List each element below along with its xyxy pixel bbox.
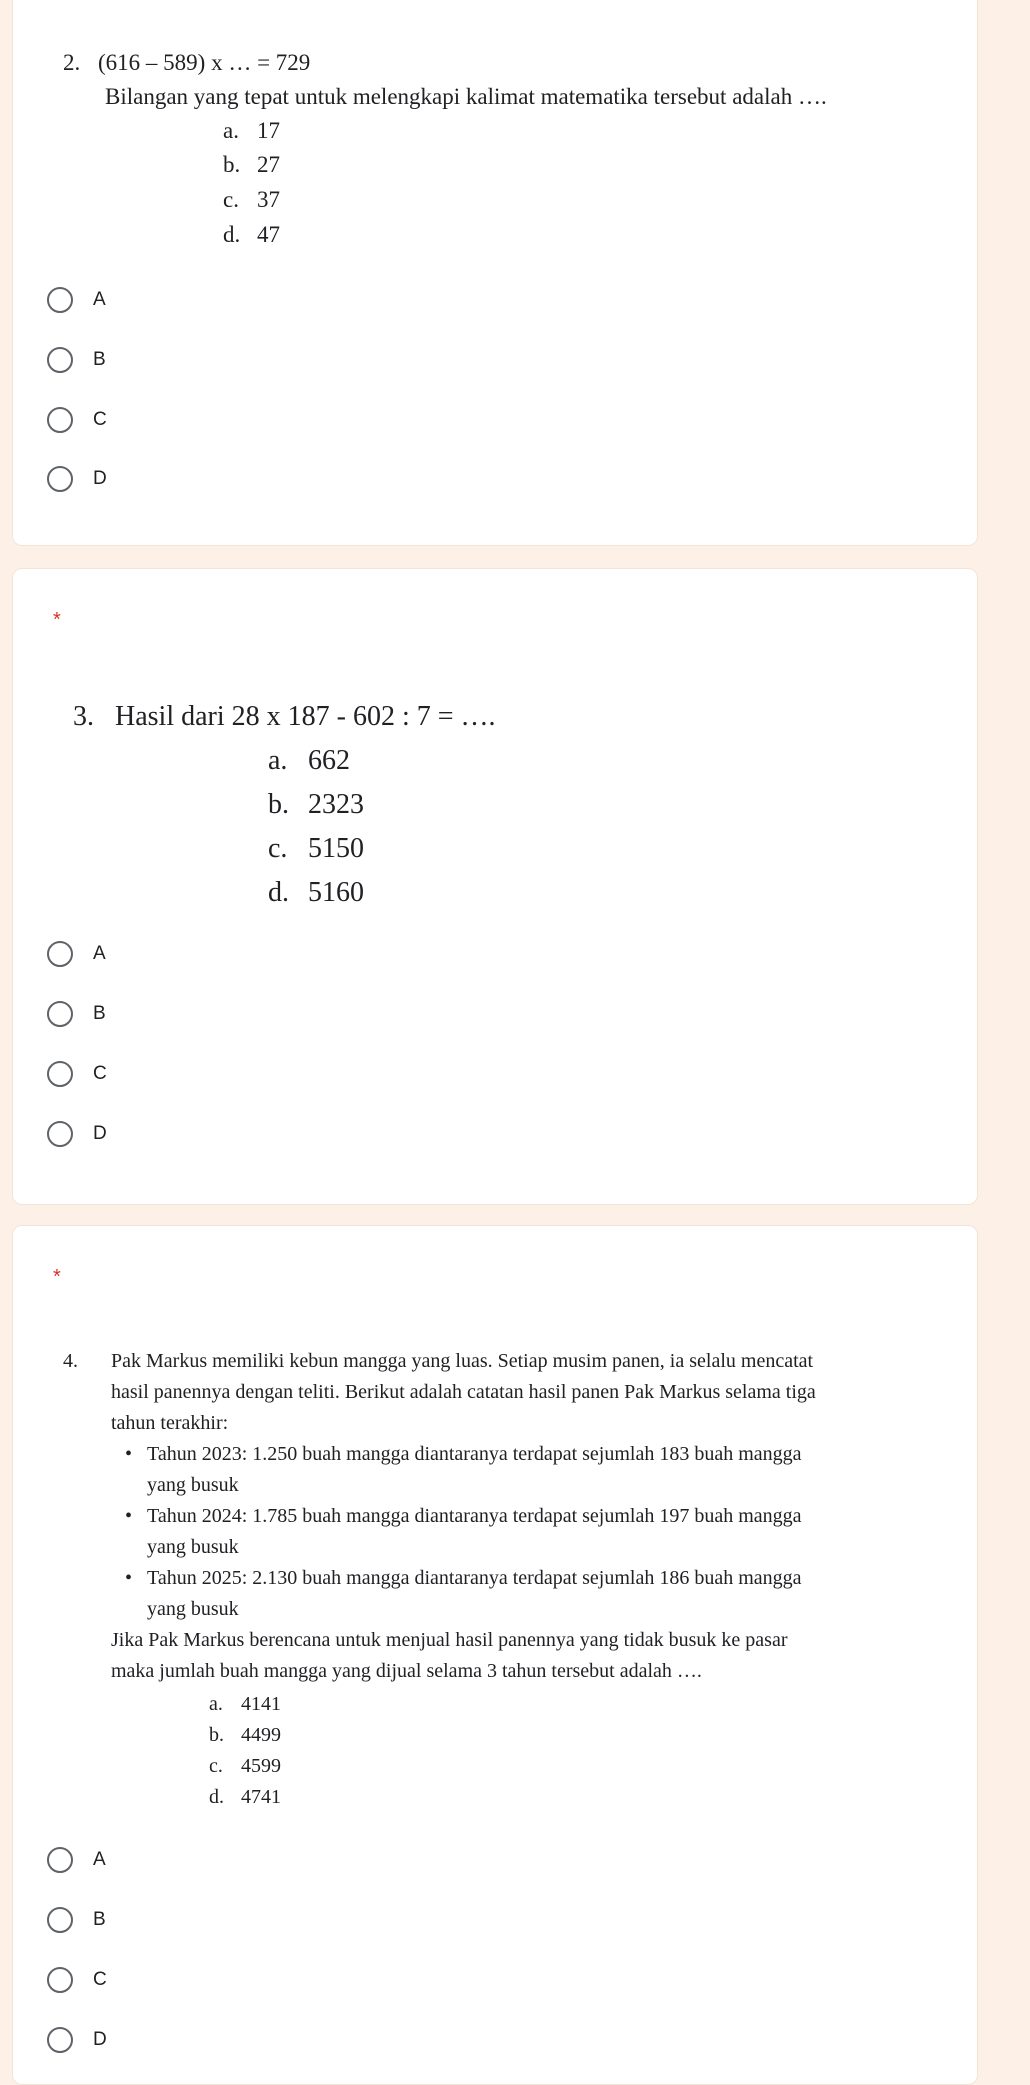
radio-button[interactable]: [47, 2027, 73, 2053]
question-3-option-d[interactable]: D: [47, 1116, 107, 1152]
question-2-choice-c: c. 37: [223, 187, 280, 212]
radio-button[interactable]: [47, 941, 73, 967]
question-3-choice-c: c. 5150: [268, 833, 364, 864]
question-2-equation: (616 – 589) x … = 729: [98, 50, 311, 75]
question-4-bullet-3-line-1: Tahun 2025: 2.130 buah mangga diantaranya terdapat sejumlah 186 buah mangga: [147, 1567, 802, 1589]
question-3-number: 3.: [73, 701, 94, 732]
question-2-choice-d: d. 47: [223, 222, 280, 247]
question-4-bullet-1-line-2: yang busuk: [147, 1474, 239, 1496]
question-2-choice-b: b. 27: [223, 152, 280, 177]
radio-button[interactable]: [47, 1121, 73, 1147]
question-2-option-c[interactable]: C: [47, 402, 107, 438]
question-3-option-b[interactable]: B: [47, 996, 106, 1032]
radio-button[interactable]: [47, 1061, 73, 1087]
question-4-choice-d: d. 4741: [209, 1786, 281, 1808]
radio-button[interactable]: [47, 1967, 73, 1993]
radio-button[interactable]: [47, 347, 73, 373]
bullet-dot: •: [125, 1443, 133, 1465]
question-2-option-d[interactable]: D: [47, 461, 107, 497]
question-2-option-b[interactable]: B: [47, 342, 106, 378]
question-3-line: [73, 699, 496, 735]
question-2-number: 2.: [63, 50, 81, 75]
question-4-intro-line-1: Pak Markus memiliki kebun mangga yang luas. Setiap musim panen, ia selalu mencatat: [111, 1350, 814, 1372]
question-4-option-c[interactable]: C: [47, 1962, 107, 1998]
radio-button[interactable]: [47, 1847, 73, 1873]
question-card-3: [12, 568, 978, 1205]
question-4-number: 4.: [63, 1350, 78, 1372]
radio-button[interactable]: [47, 287, 73, 313]
question-4-option-d[interactable]: D: [47, 2022, 107, 2058]
question-2-line: [63, 48, 310, 78]
bullet-dot: •: [125, 1505, 133, 1527]
question-2-option-a[interactable]: A: [47, 282, 106, 318]
question-4-bullet-2-line-2: yang busuk: [147, 1536, 239, 1558]
question-card-4: [12, 1225, 978, 2085]
question-4-intro-line-2: hasil panennya dengan teliti. Berikut adalah catatan hasil panen Pak Markus selama tiga: [111, 1381, 816, 1403]
question-4-closing-line-1: Jika Pak Markus berencana untuk menjual hasil panennya yang tidak busuk ke pasar: [111, 1629, 788, 1651]
question-4-bullet-3-line-2: yang busuk: [147, 1598, 239, 1620]
question-4-choice-a: a. 4141: [209, 1693, 281, 1715]
question-card-2: [12, 0, 978, 546]
radio-button[interactable]: [47, 1001, 73, 1027]
question-3-choice-d: d. 5160: [268, 877, 364, 908]
radio-button[interactable]: [47, 466, 73, 492]
question-4-bullet-1-line-1: Tahun 2023: 1.250 buah mangga diantaranya terdapat sejumlah 183 buah mangga: [147, 1443, 802, 1465]
radio-button[interactable]: [47, 407, 73, 433]
bullet-dot: •: [125, 1567, 133, 1589]
question-4-option-b[interactable]: B: [47, 1902, 106, 1938]
question-2-prompt: Bilangan yang tepat untuk melengkapi kalimat matematika tersebut adalah ….: [105, 84, 827, 109]
question-3-option-c[interactable]: C: [47, 1056, 107, 1092]
required-asterisk: *: [53, 1266, 61, 1288]
question-4-choice-c: c. 4599: [209, 1755, 281, 1777]
question-2-choice-a: a. 17: [223, 118, 280, 143]
question-4-bullet-2-line-1: Tahun 2024: 1.785 buah mangga diantaranya terdapat sejumlah 197 buah mangga: [147, 1505, 802, 1527]
radio-button[interactable]: [47, 1907, 73, 1933]
question-3-choice-a: a. 662: [268, 745, 350, 776]
question-4-choice-b: b. 4499: [209, 1724, 281, 1746]
question-4-closing-line-2: maka jumlah buah mangga yang dijual selama 3 tahun tersebut adalah ….: [111, 1660, 702, 1682]
question-3-choice-b: b. 2323: [268, 789, 364, 820]
question-3-text: Hasil dari 28 x 187 - 602 : 7 = ….: [115, 701, 496, 732]
question-3-option-a[interactable]: A: [47, 936, 106, 972]
question-4-option-a[interactable]: A: [47, 1842, 106, 1878]
required-asterisk: *: [53, 609, 61, 631]
question-4-intro-line-3: tahun terakhir:: [111, 1412, 229, 1434]
